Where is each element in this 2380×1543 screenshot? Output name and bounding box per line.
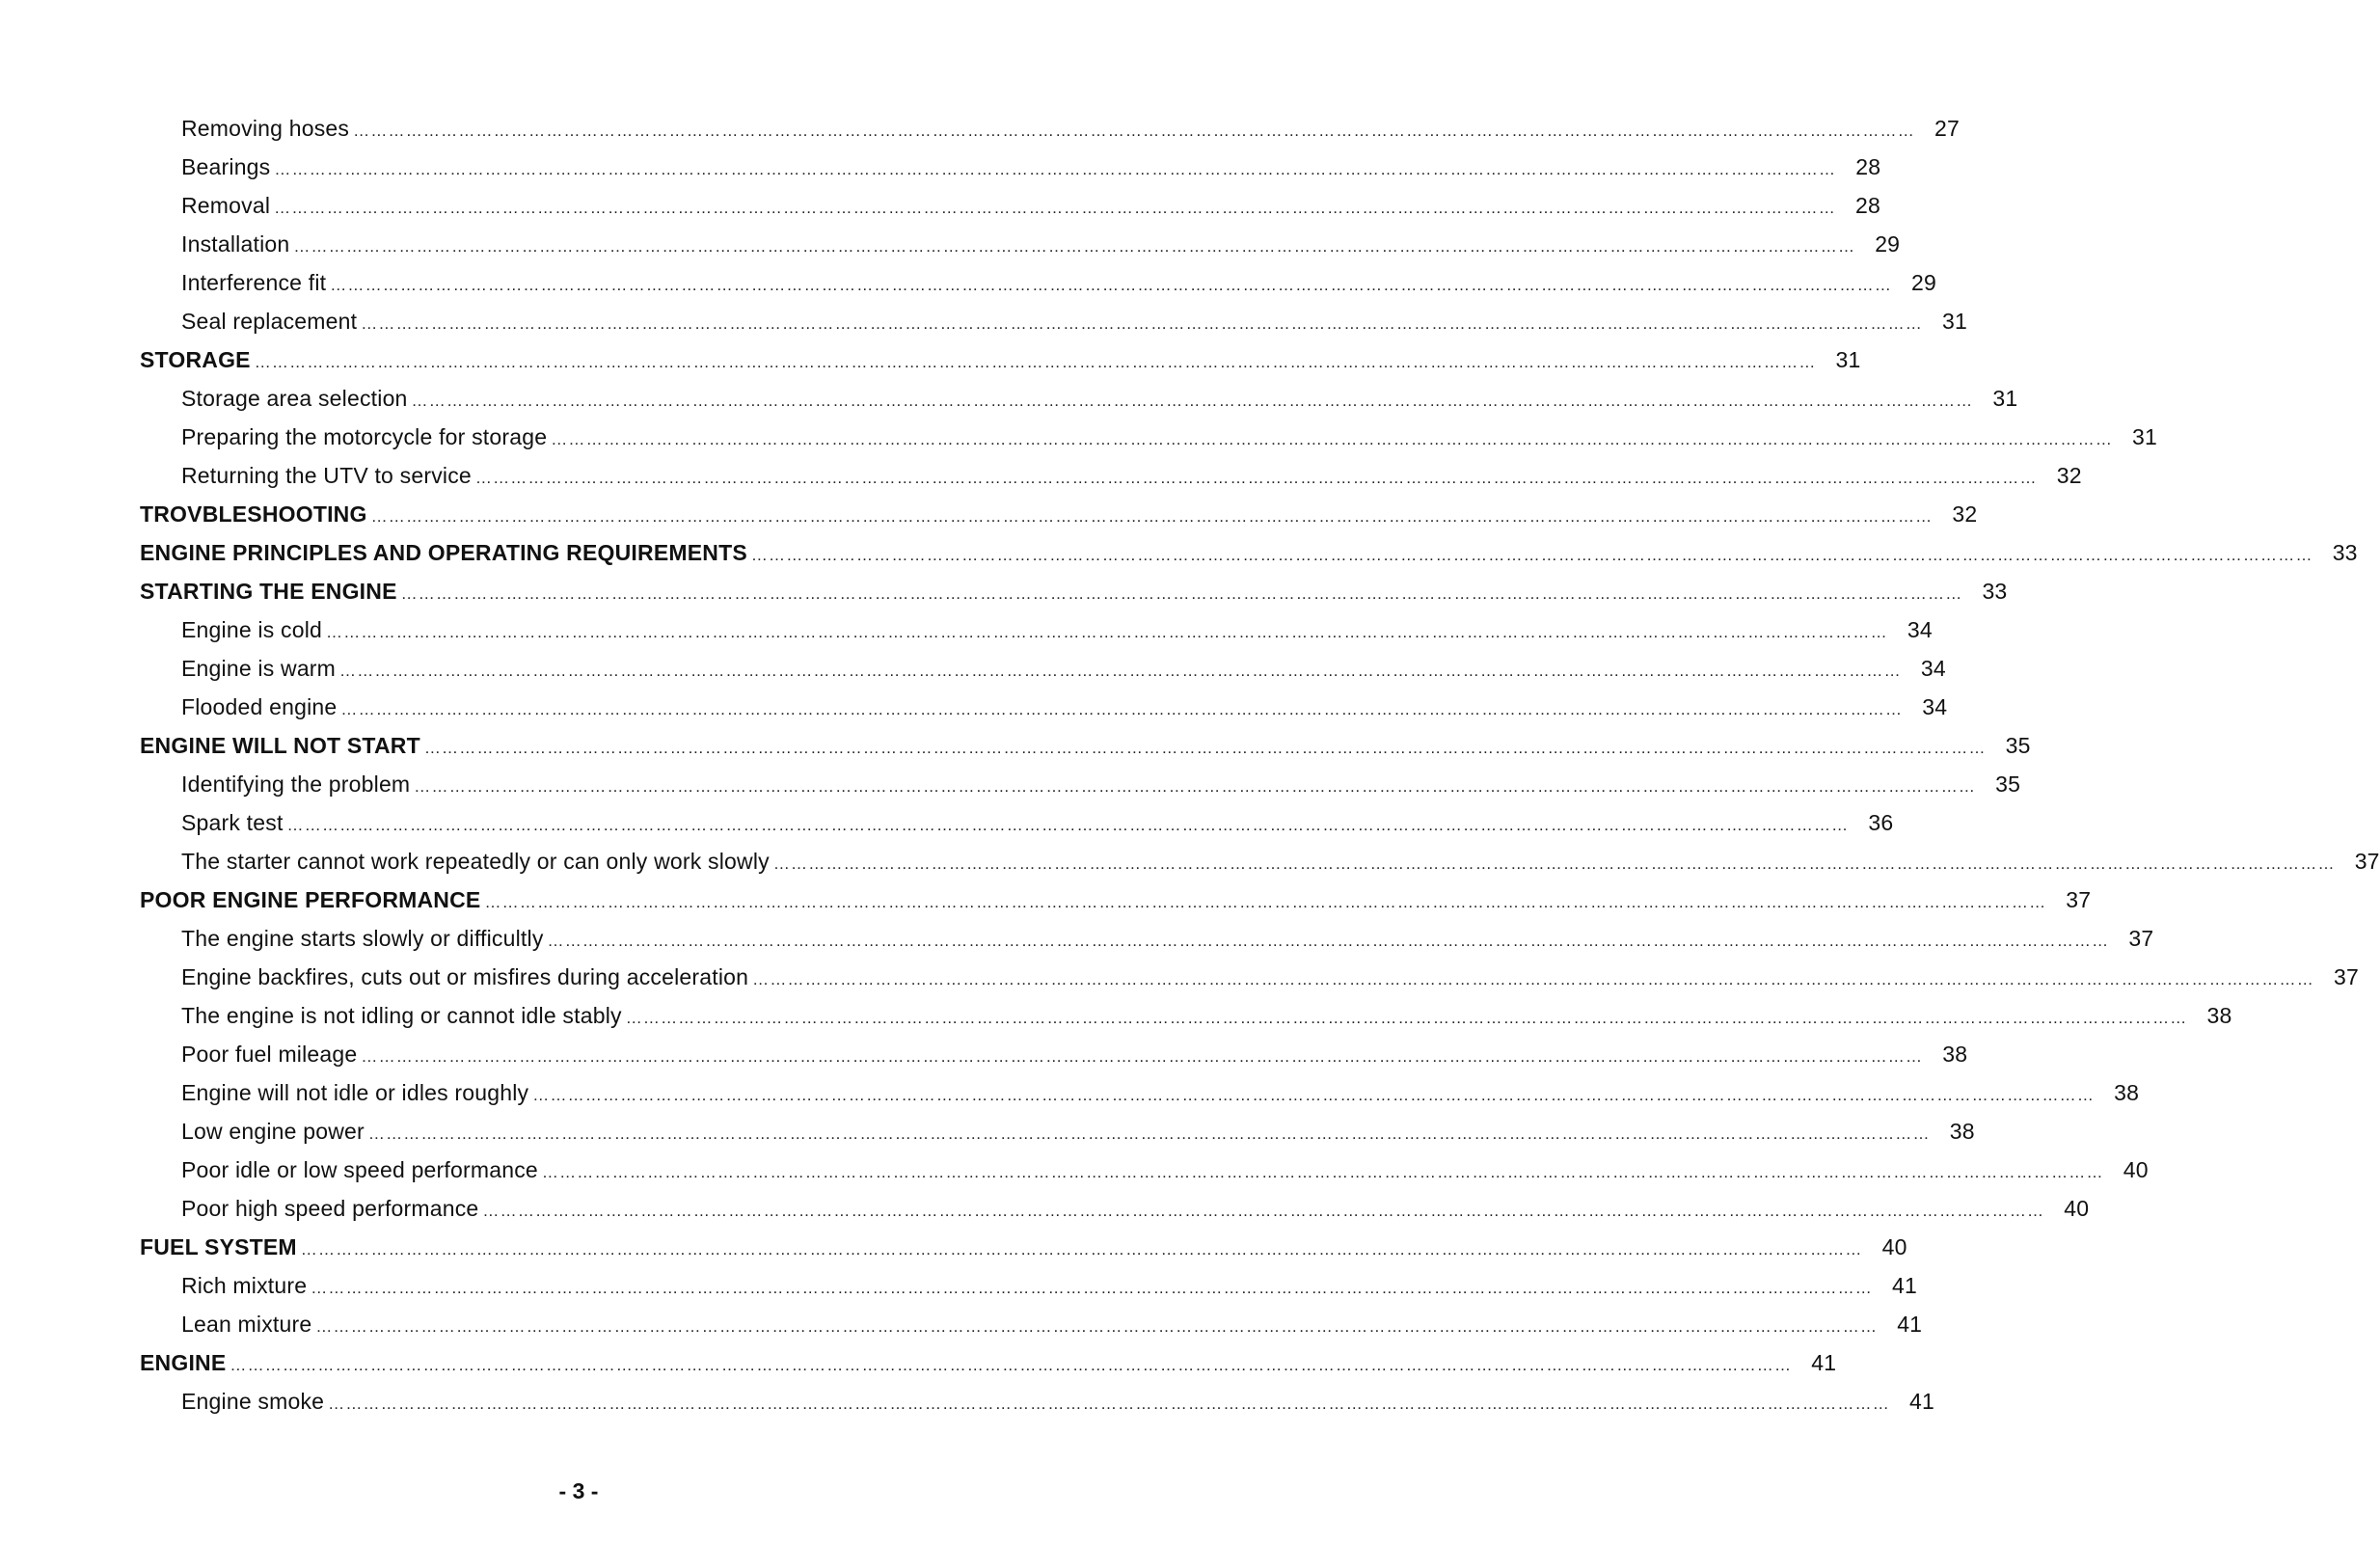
toc-entry-title: Identifying the problem: [181, 772, 411, 797]
dot-leader: ……………………………………………………………………………………………………………………………………………………………………………………………………………………………………………: [330, 276, 1893, 294]
dot-leader: ……………………………………………………………………………………………………………………………………………………………………………………………………………………………………………: [293, 237, 1856, 256]
dot-leader: ……………………………………………………………………………………………………………………………………………………………………………………………………………………………………………: [547, 932, 2110, 950]
toc-subsection: [181, 463, 2082, 496]
toc-entry-title: Poor fuel mileage: [181, 1042, 358, 1067]
toc-subsection: [181, 309, 1968, 341]
page-number: - 3 -: [558, 1478, 599, 1503]
dot-leader: ……………………………………………………………………………………………………………………………………………………………………………………………………………………………………………: [750, 546, 2313, 564]
dot-leader: ……………………………………………………………………………………………………………………………………………………………………………………………………………………………………………: [230, 1356, 1793, 1374]
toc-subsection: [181, 926, 2154, 959]
toc-entry-title: Installation: [181, 231, 290, 257]
toc-subsection: [181, 1003, 2232, 1036]
toc-entry-page: 34: [1922, 694, 1948, 719]
dot-leader: ……………………………………………………………………………………………………………………………………………………………………………………………………………………………………………: [339, 662, 1902, 680]
toc-entry-title: Interference fit: [181, 270, 327, 295]
toc-entry-page: 33: [2332, 540, 2358, 565]
toc-section: [140, 1350, 1837, 1383]
toc-section: [140, 887, 2092, 920]
toc-entry-page: 37: [2333, 964, 2359, 989]
toc-subsection: [181, 1080, 2140, 1113]
toc-entry-title: Engine is cold: [181, 617, 322, 642]
toc-entry-page: 31: [1992, 386, 2018, 411]
toc-subsection: [181, 231, 1901, 264]
toc-entry-title: Returning the UTV to service: [181, 463, 472, 488]
dot-leader: ……………………………………………………………………………………………………………………………………………………………………………………………………………………………………………: [274, 160, 1837, 178]
toc-entry-title: Removal: [181, 193, 271, 218]
toc-subsection: [181, 1389, 1934, 1421]
dot-leader: ……………………………………………………………………………………………………………………………………………………………………………………………………………………………………………: [625, 1009, 2188, 1027]
toc-entry-page: 38: [2206, 1003, 2232, 1028]
toc-entry-title: Lean mixture: [181, 1312, 312, 1337]
dot-leader: ……………………………………………………………………………………………………………………………………………………………………………………………………………………………………………: [367, 1124, 1931, 1143]
toc-entry-page: 29: [1911, 270, 1937, 295]
toc-subsection: [181, 193, 1880, 226]
toc-entry-page: 31: [1835, 347, 1861, 372]
toc-entry-page: 40: [2123, 1157, 2149, 1182]
toc-subsection: [181, 270, 1937, 303]
toc-entry-title: STARTING THE ENGINE: [140, 579, 397, 604]
toc-entry-title: Spark test: [181, 810, 284, 835]
toc-entry-page: 34: [1920, 656, 1946, 681]
toc-entry-page: 32: [2056, 463, 2082, 488]
toc-entry-page: 36: [1868, 810, 1894, 835]
dot-leader: ……………………………………………………………………………………………………………………………………………………………………………………………………………………………………………: [361, 314, 1924, 333]
toc-entry-title: FUEL SYSTEM: [140, 1234, 297, 1259]
toc-entry-title: Flooded engine: [181, 694, 338, 719]
toc-entry-title: Seal replacement: [181, 309, 358, 334]
toc-entry-page: 32: [1952, 501, 1978, 527]
toc-subsection: [181, 810, 1894, 843]
toc-section: [140, 1234, 1907, 1267]
toc-entry-title: ENGINE WILL NOT START: [140, 733, 420, 758]
toc-subsection: [181, 154, 1881, 187]
toc-subsection: [181, 1312, 1923, 1344]
toc-entry-page: 38: [2114, 1080, 2140, 1105]
toc-entry-title: Poor idle or low speed performance: [181, 1157, 538, 1182]
toc-subsection: [181, 694, 1948, 727]
toc-entry-page: 41: [1811, 1350, 1837, 1375]
dot-leader: ……………………………………………………………………………………………………………………………………………………………………………………………………………………………………………: [353, 122, 1915, 140]
dot-leader: ……………………………………………………………………………………………………………………………………………………………………………………………………………………………………………: [411, 392, 1974, 410]
toc-subsection: [181, 1157, 2149, 1190]
toc-entry-page: 28: [1854, 193, 1880, 218]
toc-entry-page: 31: [2132, 424, 2158, 449]
toc-subsection: [181, 964, 2359, 997]
toc-entry-title: Poor high speed performance: [181, 1196, 479, 1221]
toc-entry-title: STORAGE: [140, 347, 251, 372]
toc-entry-page: 27: [1934, 116, 1960, 141]
toc-entry-title: Engine smoke: [181, 1389, 325, 1414]
dot-leader: ……………………………………………………………………………………………………………………………………………………………………………………………………………………………………………: [482, 1202, 2045, 1220]
toc-subsection: [181, 1042, 1968, 1074]
toc-subsection: [181, 1196, 2090, 1229]
toc-entry-page: 37: [2066, 887, 2092, 912]
toc-subsection: [181, 116, 1960, 149]
toc-entry-title: The starter cannot work repeatedly or can only work slowly: [181, 849, 770, 874]
dot-leader: ……………………………………………………………………………………………………………………………………………………………………………………………………………………………………………: [254, 353, 1817, 371]
toc-entry-title: ENGINE PRINCIPLES AND OPERATING REQUIREMENTS: [140, 540, 747, 565]
dot-leader: ……………………………………………………………………………………………………………………………………………………………………………………………………………………………………………: [361, 1047, 1924, 1066]
toc-entry-title: Removing hoses: [181, 116, 350, 141]
dot-leader: ……………………………………………………………………………………………………………………………………………………………………………………………………………………………………………: [328, 1394, 1890, 1413]
dot-leader: ……………………………………………………………………………………………………………………………………………………………………………………………………………………………………………: [772, 854, 2336, 873]
toc-entry-page: 34: [1907, 617, 1933, 642]
toc-subsection: [181, 1119, 1975, 1151]
toc-subsection: [181, 617, 1933, 650]
toc-entry-title: Rich mixture: [181, 1273, 308, 1298]
toc-entry-page: 37: [2354, 849, 2380, 874]
toc-entry-page: 40: [2064, 1196, 2090, 1221]
toc-entry-page: 31: [1942, 309, 1968, 334]
dot-leader: ……………………………………………………………………………………………………………………………………………………………………………………………………………………………………………: [551, 430, 2114, 448]
toc-entry-page: 29: [1875, 231, 1901, 257]
toc-entry-title: The engine starts slowly or difficultly: [181, 926, 544, 951]
toc-entry-page: 35: [2005, 733, 2031, 758]
toc-entry-title: Storage area selection: [181, 386, 408, 411]
dot-leader: ……………………………………………………………………………………………………………………………………………………………………………………………………………………………………………: [370, 507, 1934, 526]
toc-entry-page: 38: [1949, 1119, 1975, 1144]
toc-entry-page: 37: [2128, 926, 2154, 951]
toc-entry-title: Preparing the motorcycle for storage: [181, 424, 548, 449]
dot-leader: ……………………………………………………………………………………………………………………………………………………………………………………………………………………………………………: [400, 584, 1963, 603]
dot-leader: ……………………………………………………………………………………………………………………………………………………………………………………………………………………………………………: [414, 777, 1977, 796]
dot-leader: ……………………………………………………………………………………………………………………………………………………………………………………………………………………………………………: [484, 893, 2047, 911]
dot-leader: ……………………………………………………………………………………………………………………………………………………………………………………………………………………………………………: [340, 700, 1904, 718]
toc-section: [140, 579, 2008, 611]
dot-leader: ……………………………………………………………………………………………………………………………………………………………………………………………………………………………………………: [300, 1240, 1863, 1259]
dot-leader: ……………………………………………………………………………………………………………………………………………………………………………………………………………………………………………: [326, 623, 1888, 641]
toc-section: [140, 347, 1861, 380]
toc-section: [140, 540, 2358, 573]
toc-entry-title: Engine backfires, cuts out or misfires during acceleration: [181, 964, 749, 989]
toc-subsection: [181, 772, 2021, 804]
dot-leader: ……………………………………………………………………………………………………………………………………………………………………………………………………………………………………………: [532, 1086, 2096, 1104]
toc-section: [140, 733, 2031, 766]
toc-subsection: [181, 849, 2380, 881]
toc-entry-page: 35: [1995, 772, 2021, 797]
dot-leader: ……………………………………………………………………………………………………………………………………………………………………………………………………………………………………………: [311, 1279, 1874, 1297]
dot-leader: ……………………………………………………………………………………………………………………………………………………………………………………………………………………………………………: [423, 739, 1987, 757]
toc-entry-page: 28: [1855, 154, 1881, 179]
toc-subsection: [181, 656, 1946, 689]
dot-leader: ……………………………………………………………………………………………………………………………………………………………………………………………………………………………………………: [286, 816, 1850, 834]
toc-section: [140, 501, 1978, 534]
toc-entry-page: 40: [1881, 1234, 1907, 1259]
dot-leader: ……………………………………………………………………………………………………………………………………………………………………………………………………………………………………………: [474, 469, 2038, 487]
toc-entry-page: 41: [1897, 1312, 1923, 1337]
toc-subsection: [181, 424, 2158, 457]
toc-entry-title: Engine is warm: [181, 656, 337, 681]
dot-leader: ……………………………………………………………………………………………………………………………………………………………………………………………………………………………………………: [541, 1163, 2104, 1181]
toc-entry-page: 41: [1908, 1389, 1934, 1414]
dot-leader: ……………………………………………………………………………………………………………………………………………………………………………………………………………………………………………: [752, 970, 2314, 988]
dot-leader: ……………………………………………………………………………………………………………………………………………………………………………………………………………………………………………: [274, 199, 1836, 217]
toc-entry-title: TROVBLESHOOTING: [140, 501, 367, 527]
toc-entry-page: 38: [1942, 1042, 1968, 1067]
toc-entry-title: Bearings: [181, 154, 271, 179]
dot-leader: ……………………………………………………………………………………………………………………………………………………………………………………………………………………………………………: [315, 1317, 1879, 1336]
toc-subsection: [181, 386, 2018, 419]
toc-entry-title: POOR ENGINE PERFORMANCE: [140, 887, 481, 912]
toc-entry-title: Engine will not idle or idles roughly: [181, 1080, 529, 1105]
toc-entry-title: ENGINE: [140, 1350, 227, 1375]
toc-entry-title: The engine is not idling or cannot idle stably: [181, 1003, 622, 1028]
toc-entry-page: 41: [1892, 1273, 1918, 1298]
toc-entry-page: 33: [1982, 579, 2008, 604]
toc-entry-title: Low engine power: [181, 1119, 365, 1144]
toc-subsection: [181, 1273, 1918, 1306]
